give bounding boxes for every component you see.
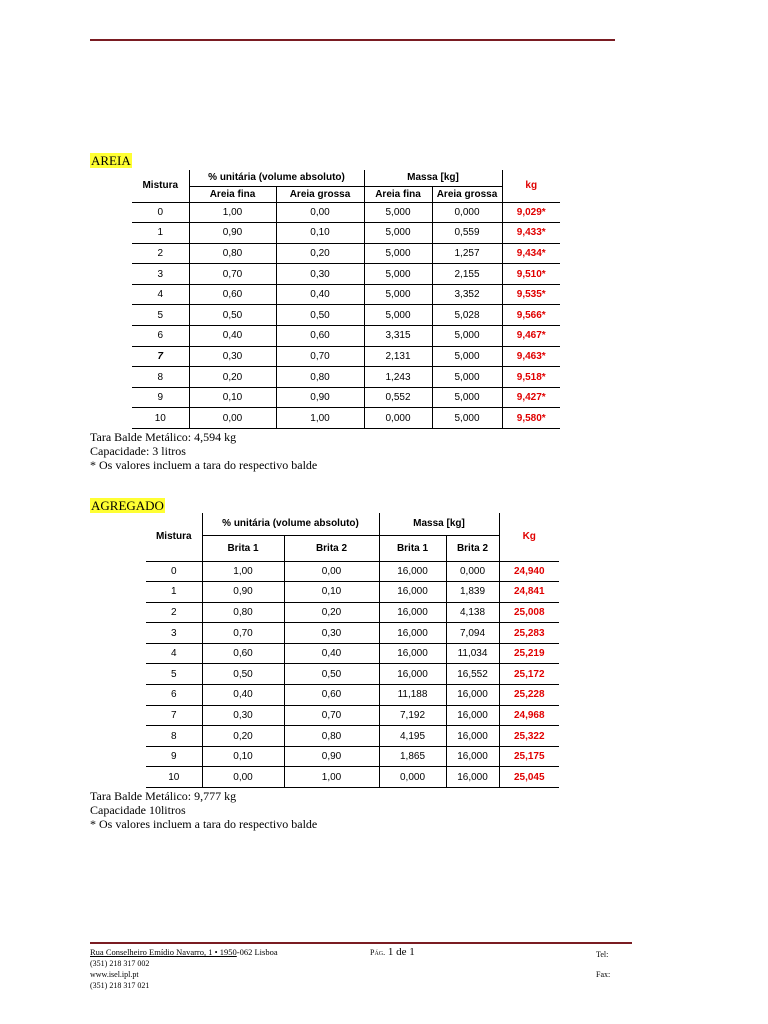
cell-mistura: 3 (146, 623, 202, 644)
cell-total-kg: 25,219 (499, 643, 559, 664)
cell-mistura: 4 (146, 643, 202, 664)
cell-pct-1: 0,90 (202, 582, 284, 603)
header-areia-grossa: Areia grossa (276, 186, 364, 202)
cell-mistura: 1 (146, 582, 202, 603)
cell-massa-1: 5,000 (364, 223, 432, 244)
cell-massa-1: 5,000 (364, 243, 432, 264)
cell-pct-2: 0,00 (284, 561, 379, 582)
cell-total-kg: 9,427* (502, 387, 560, 408)
cell-total-kg: 25,008 (499, 602, 559, 623)
cell-massa-2: 5,000 (432, 346, 502, 367)
cell-massa-2: 5,000 (432, 326, 502, 347)
table-row (132, 346, 560, 367)
page-label: Pág. (370, 948, 386, 957)
areia-observacao: * Os valores incluem a tara do respectivo balde (90, 458, 318, 472)
cell-massa-1: 5,000 (364, 305, 432, 326)
cell-massa-1: 16,000 (379, 623, 446, 644)
cell-pct-2: 0,20 (284, 602, 379, 623)
cell-massa-2: 2,155 (432, 264, 502, 285)
cell-total-kg: 9,434* (502, 243, 560, 264)
header-massa-brita-2: Brita 2 (446, 535, 499, 561)
cell-pct-2: 0,30 (284, 623, 379, 644)
header-mistura: Mistura (155, 531, 192, 543)
table-row (132, 223, 560, 244)
cell-total-kg: 24,940 (499, 561, 559, 582)
cell-pct-1: 0,40 (189, 326, 276, 347)
cell-mistura: 5 (146, 664, 202, 685)
header-kg: kg (502, 170, 560, 202)
cell-massa-2: 5,000 (432, 408, 502, 429)
footer-address (90, 947, 278, 958)
cell-total-kg: 24,968 (499, 705, 559, 726)
cell-pct-1: 0,00 (202, 767, 284, 788)
footer-website[interactable]: www.isel.ipl.pt (90, 970, 139, 979)
header-brita-1: Brita 1 (202, 535, 284, 561)
footer-contacts (90, 947, 278, 991)
cell-massa-2: 0,000 (432, 202, 502, 223)
cell-pct-2: 0,60 (284, 685, 379, 706)
cell-massa-1: 11,188 (379, 685, 446, 706)
header-mistura: Mistura (142, 180, 179, 192)
cell-mistura: 5 (132, 305, 189, 326)
footer-fax-number: (351) 218 317 021 (90, 981, 150, 990)
header-massa-areia-fina: Areia fina (364, 186, 432, 202)
header-massa-brita-1: Brita 1 (379, 535, 446, 561)
table-row (132, 367, 560, 388)
table-row (146, 746, 559, 767)
cell-massa-2: 1,839 (446, 582, 499, 603)
cell-pct-2: 1,00 (284, 767, 379, 788)
cell-mistura: 9 (146, 746, 202, 767)
cell-massa-2: 5,028 (432, 305, 502, 326)
header-rule (90, 39, 615, 41)
areia-table (132, 170, 560, 429)
cell-total-kg: 25,045 (499, 767, 559, 788)
cell-massa-2: 7,094 (446, 623, 499, 644)
agregado-capacidade: Capacidade 10litros (90, 803, 186, 817)
cell-mistura: 4 (132, 284, 189, 305)
cell-pct-1: 0,60 (202, 643, 284, 664)
cell-total-kg: 24,841 (499, 582, 559, 603)
footer-phone: (351) 218 317 002 (90, 959, 150, 968)
cell-pct-2: 0,10 (284, 582, 379, 603)
footer-tel-label: Tel: (596, 950, 609, 959)
cell-total-kg: 25,228 (499, 685, 559, 706)
table-row (146, 664, 559, 685)
cell-massa-1: 3,315 (364, 326, 432, 347)
cell-pct-1: 0,70 (202, 623, 284, 644)
cell-mistura: 0 (132, 202, 189, 223)
cell-mistura: 8 (132, 367, 189, 388)
cell-massa-1: 5,000 (364, 284, 432, 305)
cell-massa-1: 16,000 (379, 602, 446, 623)
table-row (132, 387, 560, 408)
cell-pct-2: 0,60 (276, 326, 364, 347)
cell-total-kg: 9,510* (502, 264, 560, 285)
cell-massa-2: 11,034 (446, 643, 499, 664)
cell-pct-2: 0,00 (276, 202, 364, 223)
cell-massa-1: 4,195 (379, 726, 446, 747)
cell-pct-1: 0,30 (202, 705, 284, 726)
areia-tara: Tara Balde Metálico: 4,594 kg (90, 430, 237, 444)
footer-fax-label: Fax: (596, 970, 611, 979)
table-row (146, 643, 559, 664)
cell-massa-1: 1,865 (379, 746, 446, 767)
cell-pct-2: 0,20 (276, 243, 364, 264)
table-row (146, 602, 559, 623)
cell-massa-1: 0,000 (364, 408, 432, 429)
cell-massa-2: 16,000 (446, 767, 499, 788)
cell-massa-1: 16,000 (379, 664, 446, 685)
cell-massa-2: 5,000 (432, 387, 502, 408)
cell-pct-1: 0,20 (189, 367, 276, 388)
cell-total-kg: 9,580* (502, 408, 560, 429)
page-count: 1 de 1 (387, 946, 415, 958)
table-row (146, 582, 559, 603)
header-kg: Kg (499, 513, 559, 561)
cell-massa-1: 0,000 (379, 767, 446, 788)
agregado-tara: Tara Balde Metálico: 9,777 kg (90, 789, 237, 803)
header-massa-areia-grossa: Areia grossa (432, 186, 502, 202)
cell-massa-1: 2,131 (364, 346, 432, 367)
header-pct: % unitária (volume absoluto) (202, 513, 379, 535)
table-row (132, 284, 560, 305)
cell-pct-1: 0,70 (189, 264, 276, 285)
cell-mistura: 6 (132, 326, 189, 347)
header-pct: % unitária (volume absoluto) (189, 170, 364, 186)
cell-massa-2: 4,138 (446, 602, 499, 623)
table-row (146, 685, 559, 706)
cell-mistura: 7 (146, 705, 202, 726)
cell-pct-2: 0,40 (284, 643, 379, 664)
areia-notes (90, 430, 317, 472)
cell-massa-2: 16,000 (446, 705, 499, 726)
table-row (132, 243, 560, 264)
cell-pct-2: 0,90 (284, 746, 379, 767)
cell-total-kg: 9,029* (502, 202, 560, 223)
cell-massa-2: 16,000 (446, 685, 499, 706)
cell-pct-1: 0,30 (189, 346, 276, 367)
cell-total-kg: 25,322 (499, 726, 559, 747)
cell-pct-2: 0,40 (276, 284, 364, 305)
table-row (146, 623, 559, 644)
table-row (132, 326, 560, 347)
cell-total-kg: 25,175 (499, 746, 559, 767)
header-brita-2: Brita 2 (284, 535, 379, 561)
cell-pct-1: 1,00 (202, 561, 284, 582)
cell-mistura: 3 (132, 264, 189, 285)
cell-massa-1: 16,000 (379, 643, 446, 664)
cell-pct-1: 0,10 (202, 746, 284, 767)
cell-mistura: 1 (132, 223, 189, 244)
footer-address-street: Rua Conselheiro Emídio Navarro, 1 • 1950 (90, 947, 237, 957)
areia-capacidade: Capacidade: 3 litros (90, 444, 186, 458)
cell-massa-1: 5,000 (364, 202, 432, 223)
cell-pct-1: 1,00 (189, 202, 276, 223)
table-row (146, 705, 559, 726)
cell-massa-1: 5,000 (364, 264, 432, 285)
cell-total-kg: 25,283 (499, 623, 559, 644)
cell-total-kg: 9,467* (502, 326, 560, 347)
cell-total-kg: 9,433* (502, 223, 560, 244)
cell-mistura: 8 (146, 726, 202, 747)
cell-massa-2: 5,000 (432, 367, 502, 388)
cell-pct-2: 0,80 (284, 726, 379, 747)
cell-pct-1: 0,80 (189, 243, 276, 264)
table-row (132, 264, 560, 285)
cell-pct-2: 0,90 (276, 387, 364, 408)
cell-total-kg: 9,535* (502, 284, 560, 305)
cell-pct-1: 0,50 (202, 664, 284, 685)
cell-massa-2: 0,559 (432, 223, 502, 244)
cell-pct-1: 0,20 (202, 726, 284, 747)
header-massa: Massa [kg] (364, 170, 502, 186)
cell-massa-2: 16,000 (446, 726, 499, 747)
cell-pct-1: 0,60 (189, 284, 276, 305)
cell-massa-1: 16,000 (379, 561, 446, 582)
cell-pct-2: 0,70 (284, 705, 379, 726)
cell-massa-1: 7,192 (379, 705, 446, 726)
cell-pct-2: 0,80 (276, 367, 364, 388)
cell-pct-1: 0,50 (189, 305, 276, 326)
header-areia-fina: Areia fina (189, 186, 276, 202)
cell-mistura: 6 (146, 685, 202, 706)
cell-pct-1: 0,80 (202, 602, 284, 623)
cell-mistura: 10 (132, 408, 189, 429)
cell-massa-2: 16,552 (446, 664, 499, 685)
agregado-notes (90, 789, 317, 831)
agregado-table (146, 513, 559, 788)
cell-total-kg: 9,518* (502, 367, 560, 388)
page-number (370, 946, 415, 958)
cell-mistura: 9 (132, 387, 189, 408)
footer-rule (90, 942, 632, 944)
cell-pct-1: 0,10 (189, 387, 276, 408)
cell-pct-2: 0,10 (276, 223, 364, 244)
cell-massa-1: 16,000 (379, 582, 446, 603)
table-row (146, 767, 559, 788)
cell-massa-1: 1,243 (364, 367, 432, 388)
table-row (146, 561, 559, 582)
cell-massa-2: 3,352 (432, 284, 502, 305)
cell-mistura: 2 (132, 243, 189, 264)
cell-total-kg: 9,566* (502, 305, 560, 326)
agregado-observacao: * Os valores incluem a tara do respectivo balde (90, 817, 318, 831)
table-row (146, 726, 559, 747)
table-row (132, 408, 560, 429)
header-massa: Massa [kg] (379, 513, 499, 535)
cell-massa-1: 0,552 (364, 387, 432, 408)
cell-mistura: 7 (132, 346, 189, 367)
cell-total-kg: 25,172 (499, 664, 559, 685)
cell-mistura: 0 (146, 561, 202, 582)
cell-mistura: 10 (146, 767, 202, 788)
cell-mistura: 2 (146, 602, 202, 623)
agregado-title: AGREGADO (91, 498, 164, 513)
cell-massa-2: 16,000 (446, 746, 499, 767)
cell-pct-2: 0,50 (276, 305, 364, 326)
table-row (132, 202, 560, 223)
cell-pct-2: 1,00 (276, 408, 364, 429)
cell-pct-2: 0,30 (276, 264, 364, 285)
cell-pct-1: 0,00 (189, 408, 276, 429)
footer-address-city: -062 Lisboa (236, 947, 278, 957)
cell-pct-2: 0,50 (284, 664, 379, 685)
table-row (132, 305, 560, 326)
cell-pct-1: 0,90 (189, 223, 276, 244)
cell-pct-2: 0,70 (276, 346, 364, 367)
cell-massa-2: 0,000 (446, 561, 499, 582)
cell-pct-1: 0,40 (202, 685, 284, 706)
areia-title: AREIA (91, 153, 131, 168)
cell-massa-2: 1,257 (432, 243, 502, 264)
cell-total-kg: 9,463* (502, 346, 560, 367)
